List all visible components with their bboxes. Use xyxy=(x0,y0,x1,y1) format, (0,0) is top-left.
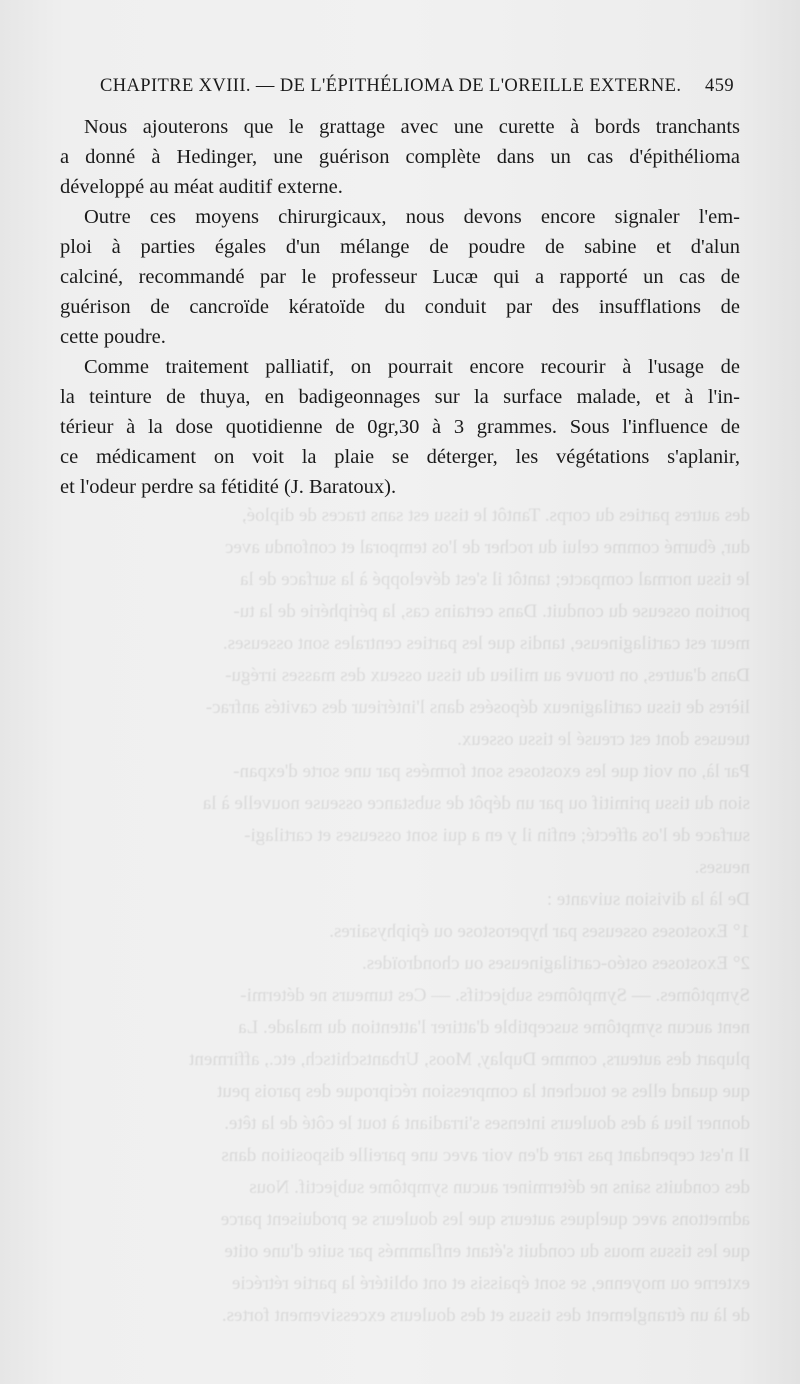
show-through-text xyxy=(60,500,750,1350)
show-through-line: neuses. xyxy=(694,857,750,878)
show-through-line: de là un étranglement des tissus et des douleurs excessivement fortes. xyxy=(221,1305,750,1326)
show-through-line: admettons avec quelques auteurs que les douleurs se produisent parce xyxy=(220,1209,750,1230)
body-text xyxy=(60,112,740,502)
show-through-line: externe ou moyenne, se sont épaissis et ont oblitéré la partie rétrécie xyxy=(231,1273,750,1294)
show-through-line: Il n'est cependant pas rare d'en voir avec une pareille disposition dans xyxy=(221,1145,750,1166)
show-through-line: le tissu normal compacte; tantôt il s'est développé à la surface de la xyxy=(240,569,750,590)
chapter-title: CHAPITRE XVIII. — DE L'ÉPITHÉLIOMA DE L'OREILLE EXTERNE. xyxy=(100,76,682,96)
text-line: Nous ajouterons que le grattage avec une curette à bords tranchants xyxy=(84,116,740,138)
text-line: ploi à parties égales d'un mélange de poudre de sabine et d'alun xyxy=(60,236,740,258)
show-through-line: Par là, on voit que les exostoses sont formées par une sorte d'expan- xyxy=(233,761,750,782)
show-through-line: nent aucun symptôme susceptible d'attirer l'attention du malade. La xyxy=(238,1017,750,1038)
text-line: la teinture de thuya, en badigeonnages sur la surface malade, et à l'in- xyxy=(60,386,740,408)
show-through-line: que les tissus mous du conduit s'étant enflammés par suite d'une otite xyxy=(224,1241,750,1262)
show-through-line: sion du tissu primitif ou par un dépôt de substance osseuse nouvelle à la xyxy=(202,793,750,814)
show-through-line: surface de l'os affecté; enfin il y en a qui sont osseuses et cartilagi- xyxy=(244,825,750,846)
text-line: a donné à Hedinger, une guérison complète dans un cas d'épithélioma xyxy=(60,146,740,168)
show-through-line: plupart des auteurs, comme Duplay, Moos, Urbantschitsch, etc., affirment xyxy=(189,1049,750,1070)
running-header xyxy=(100,76,740,102)
show-through-line: Symptômes. — Symptômes subjectifs. — Ces tumeurs ne détermi- xyxy=(240,985,750,1006)
text-line: Outre ces moyens chirurgicaux, nous devons encore signaler l'em- xyxy=(84,206,740,228)
show-through-line: De là la division suivante : xyxy=(546,889,750,910)
text-line: Comme traitement palliatif, on pourrait encore recourir à l'usage de xyxy=(84,356,740,378)
show-through-line: portion osseuse du conduit. Dans certains cas, la périphérie de la tu- xyxy=(233,601,750,622)
paragraph xyxy=(60,202,740,352)
text-line: térieur à la dose quotidienne de 0gr,30 à 3 grammes. Sous l'influence de xyxy=(60,416,740,438)
show-through-line: lières de tissu cartilagineux déposées dans l'intérieur des cavités anfrac- xyxy=(205,697,750,718)
page-number: 459 xyxy=(705,76,734,96)
show-through-line: que quand elles se touchent la compression réciproque des parois peut xyxy=(217,1081,750,1102)
text-line: calciné, recommandé par le professeur Lucæ qui a rapporté un cas de xyxy=(60,266,740,288)
paragraph xyxy=(60,352,740,502)
show-through-line: donner lieu à des douleurs intenses s'irradiant à tout le côté de la tête. xyxy=(224,1113,750,1134)
text-line: guérison de cancroïde kératoïde du conduit par des insufflations de xyxy=(60,296,740,318)
text-line: et l'odeur perdre sa fétidité (J. Baratoux). xyxy=(60,476,397,498)
show-through-line: meur est cartilagineuse, tandis que les parties centrales sont osseuses. xyxy=(222,633,750,654)
show-through-line: dur, éburné comme celui du rocher de l'os temporal et confondu avec xyxy=(225,537,750,558)
show-through-line: tueuses dont est creusé le tissu osseux. xyxy=(457,729,750,750)
text-line: ce médicament on voit la plaie se déterger, les végétations s'aplanir, xyxy=(60,446,740,468)
show-through-line: Dans d'autres, on trouve au milieu du tissu osseux des masses irrégu- xyxy=(225,665,750,686)
show-through-line: des autres parties du corps. Tantôt le tissu est sans traces de diploé, xyxy=(241,505,750,526)
text-line: développé au méat auditif externe. xyxy=(60,176,343,198)
show-through-line: des conduits sains ne déterminer aucun symptôme subjectif. Nous xyxy=(249,1177,750,1198)
text-line: cette poudre. xyxy=(60,326,166,348)
paragraph xyxy=(60,112,740,202)
show-through-line: 2° Exostoses ostéo-cartilagineuses ou chondroïdes. xyxy=(361,953,750,974)
show-through-line: 1° Exostoses osseuses par hyperostose ou épiphysaires. xyxy=(329,921,750,942)
